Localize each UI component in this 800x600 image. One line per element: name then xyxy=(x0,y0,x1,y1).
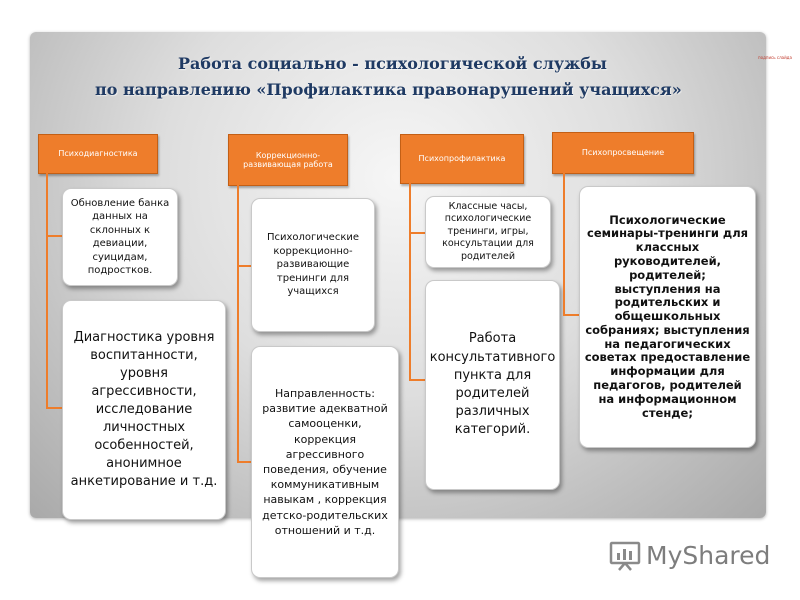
header-psychoeducation: Психопросвещение xyxy=(552,132,694,174)
header-psychoprophylaxis: Психопрофилактика xyxy=(400,134,524,184)
title-line-1: Работа социально - психологической службы xyxy=(178,54,607,73)
connector-col2 xyxy=(237,184,239,462)
connector-col1-branch1 xyxy=(46,235,62,237)
box-database-update: Обновление банка данных на склонных к девиации, суицидам, подростков. xyxy=(62,188,178,286)
connector-col1 xyxy=(46,172,48,408)
myshared-text: MyShared xyxy=(646,540,771,570)
connector-col3-branch2 xyxy=(409,379,425,381)
box-correction-trainings: Психологические коррекционно-развивающие тренинги для учащихся xyxy=(251,198,375,332)
box-education: Психологические семинары-тренинги для классных руководителей, родителей; выступления на родительских и общешкольных собраниях; выступления на педагогических советах предоставление информации для педагогов, родителей на информационном стенде; xyxy=(579,186,756,448)
title-line-2: по направлению «Профилактика правонарушений учащихся» xyxy=(95,80,682,99)
connector-col3-branch1 xyxy=(409,232,425,234)
connector-col3 xyxy=(409,182,411,380)
header-psychodiagnostics: Психодиагностика xyxy=(38,134,158,174)
connector-col4 xyxy=(563,172,565,316)
myshared-watermark xyxy=(608,538,770,572)
connector-col2-branch2 xyxy=(237,461,251,463)
connector-col2-branch1 xyxy=(237,265,251,267)
box-class-hours: Классные часы, психологические тренинги, игры, консультации для родителей xyxy=(425,196,551,268)
box-consultation-point: Работа консультативного пункта для родителей различных категорий. xyxy=(425,280,560,490)
corner-note: подпись слайда xyxy=(758,55,792,60)
header-correctional-work: Коррекционно-развивающая работа xyxy=(228,134,348,186)
box-direction: Направленность: развитие адекватной самооценки, коррекция агрессивного поведения, обучение коммуникативным навыкам , коррекция детско-родительских отношений и т.д. xyxy=(251,346,399,578)
myshared-logo-icon xyxy=(608,538,642,572)
box-diagnostics: Диагностика уровня воспитанности, уровня агрессивности, исследование личностных особенностей, анонимное анкетирование и т.д. xyxy=(62,300,226,520)
connector-col4-branch1 xyxy=(563,314,579,316)
connector-col1-branch2 xyxy=(46,407,62,409)
